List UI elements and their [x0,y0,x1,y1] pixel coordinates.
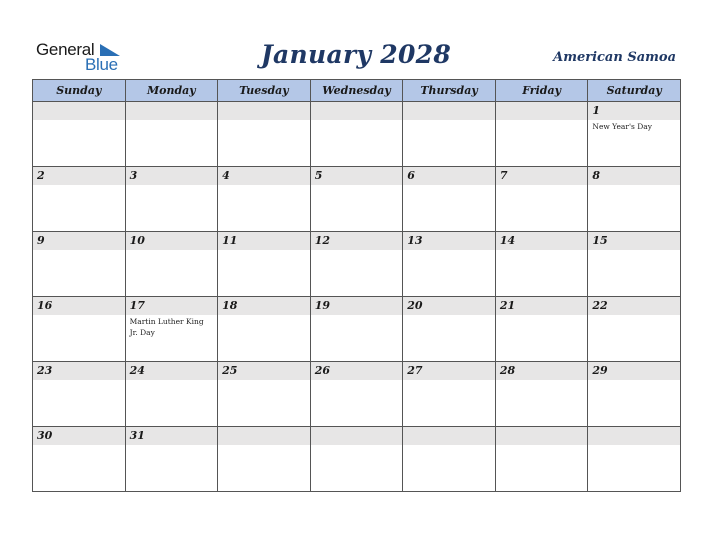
day-number: 9 [33,232,125,250]
day-cell [495,167,588,232]
day-number: 3 [126,167,218,185]
day-cell [310,167,403,232]
day-cell [310,297,403,362]
holiday-label [126,380,218,381]
day-number: 11 [218,232,310,250]
logo-text-blue: Blue [85,55,118,74]
holiday-label [588,250,680,251]
day-cell [218,427,311,492]
week-row [33,232,681,297]
day-cell [403,362,496,427]
day-number [311,102,403,120]
holiday-label [33,185,125,186]
day-cell [588,297,681,362]
day-number: 6 [403,167,495,185]
holiday-label [126,120,218,121]
weekday-header: Friday [495,80,588,102]
day-cell [588,362,681,427]
day-cell [218,297,311,362]
holiday-label [403,445,495,446]
holiday-label [496,315,588,316]
week-row [33,427,681,492]
day-number [218,427,310,445]
holiday-label [496,250,588,251]
holiday-label [403,315,495,316]
day-number: 8 [588,167,680,185]
holiday-label: New Year's Day [592,122,652,131]
region-label: American Samoa [553,50,676,65]
day-cell [588,167,681,232]
holiday-label [33,380,125,381]
day-number: 25 [218,362,310,380]
day-number: 5 [311,167,403,185]
holiday-label [33,250,125,251]
day-number [403,427,495,445]
weekday-header: Monday [125,80,218,102]
day-cell [218,167,311,232]
day-cell [588,232,681,297]
day-cell [125,232,218,297]
day-cell [588,427,681,492]
holiday-label [311,250,403,251]
holiday-label [311,315,403,316]
holiday-label [126,445,218,446]
day-cell [403,232,496,297]
day-number: 7 [496,167,588,185]
day-cell [588,102,681,167]
holiday-label [311,380,403,381]
day-number: 10 [126,232,218,250]
day-cell [310,232,403,297]
day-cell [125,362,218,427]
day-cell [33,232,126,297]
day-number: 1 [588,102,680,120]
holiday-label [311,185,403,186]
day-number: 4 [218,167,310,185]
day-number: 28 [496,362,588,380]
holiday-label [403,185,495,186]
day-cell [125,102,218,167]
week-row [33,167,681,232]
day-cell [495,427,588,492]
holiday-label [496,185,588,186]
day-cell [125,297,218,362]
day-number [496,427,588,445]
day-number: 18 [218,297,310,315]
day-cell [495,297,588,362]
holiday-label [496,380,588,381]
weekday-header-row [33,80,681,102]
day-cell [495,362,588,427]
page-title: January 2028 [260,40,452,69]
day-cell [33,297,126,362]
day-number: 31 [126,427,218,445]
day-cell [33,102,126,167]
day-cell [125,167,218,232]
day-number: 17 [126,297,218,315]
day-number: 2 [33,167,125,185]
day-number: 29 [588,362,680,380]
day-number [126,102,218,120]
day-cell [33,167,126,232]
holiday-label [218,250,310,251]
holiday-label [33,120,125,121]
day-cell [403,297,496,362]
day-cell [403,167,496,232]
holiday-label [588,380,680,381]
weekday-header: Saturday [588,80,681,102]
holiday-label: Martin Luther King Jr. Day [129,317,204,337]
day-cell [125,427,218,492]
holiday-label [403,380,495,381]
holiday-label [311,445,403,446]
weekday-header: Thursday [403,80,496,102]
day-number: 21 [496,297,588,315]
day-cell [495,102,588,167]
day-number [218,102,310,120]
weekday-header: Tuesday [218,80,311,102]
day-number: 19 [311,297,403,315]
day-number: 12 [311,232,403,250]
day-number [588,427,680,445]
day-number: 30 [33,427,125,445]
day-cell [310,427,403,492]
holiday-label [588,445,680,446]
day-number: 22 [588,297,680,315]
week-row [33,362,681,427]
day-number: 24 [126,362,218,380]
day-cell [495,232,588,297]
day-cell [218,102,311,167]
day-number [403,102,495,120]
day-number [33,102,125,120]
day-cell [33,362,126,427]
holiday-label [496,120,588,121]
holiday-label [403,250,495,251]
logo-text-general: General [36,40,95,59]
day-cell [218,362,311,427]
holiday-label [218,185,310,186]
day-cell [310,362,403,427]
day-cell [310,102,403,167]
day-cell [403,102,496,167]
holiday-label [126,250,218,251]
day-number: 14 [496,232,588,250]
holiday-label [218,380,310,381]
holiday-label [588,185,680,186]
weekday-header: Wednesday [310,80,403,102]
week-row [33,297,681,362]
day-cell [218,232,311,297]
day-number: 26 [311,362,403,380]
holiday-label [403,120,495,121]
day-number [496,102,588,120]
weekday-header: Sunday [33,80,126,102]
holiday-label [311,120,403,121]
day-number [311,427,403,445]
day-cell [403,427,496,492]
holiday-label [33,315,125,316]
holiday-label [218,315,310,316]
day-number: 20 [403,297,495,315]
week-row [33,102,681,167]
calendar-grid [32,79,681,492]
holiday-label [126,185,218,186]
day-cell [33,427,126,492]
holiday-label [588,315,680,316]
holiday-label [496,445,588,446]
holiday-label [218,120,310,121]
holiday-label [33,445,125,446]
day-number: 16 [33,297,125,315]
day-number: 23 [33,362,125,380]
holiday-label [218,445,310,446]
day-number: 27 [403,362,495,380]
day-number: 15 [588,232,680,250]
day-number: 13 [403,232,495,250]
